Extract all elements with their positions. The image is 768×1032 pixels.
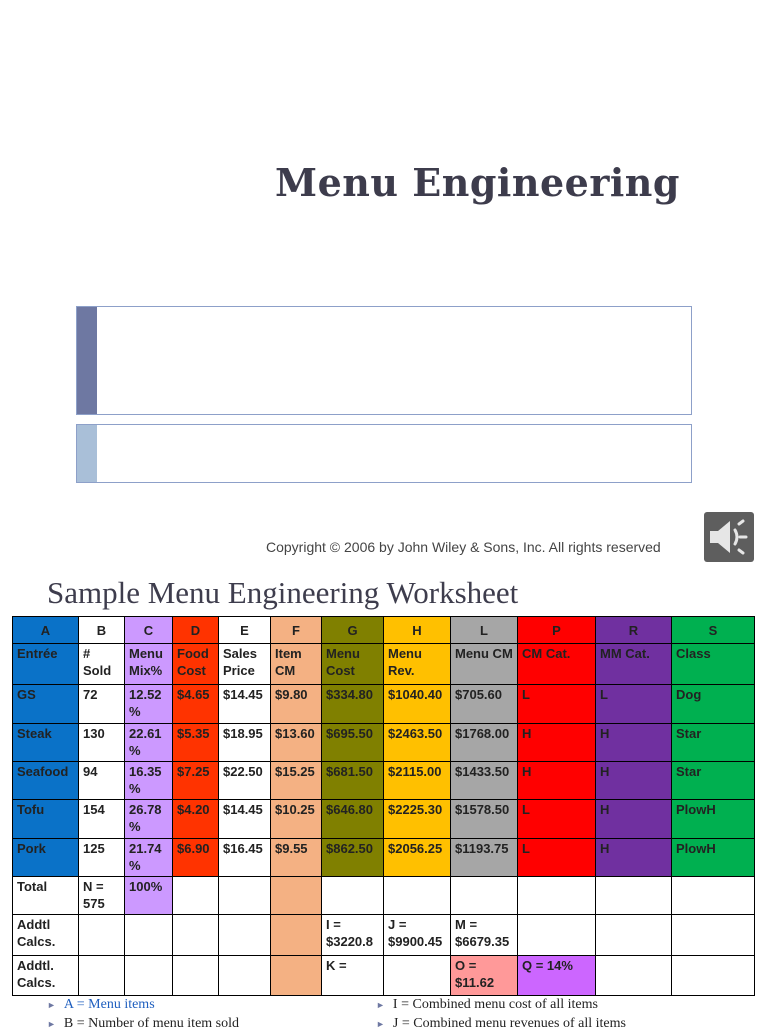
table-cell: $22.50 — [219, 762, 271, 800]
table-cell: $2115.00 — [384, 762, 451, 800]
note-item: ► A = Menu items — [47, 997, 155, 1012]
table-cell: H — [596, 800, 672, 839]
worksheet-title: Sample Menu Engineering Worksheet — [47, 575, 519, 610]
table-cell: I = $3220.8 — [322, 915, 384, 956]
table-cell: PlowH — [672, 839, 755, 877]
table-cell: $334.80 — [322, 685, 384, 724]
table-cell: $2225.30 — [384, 800, 451, 839]
table-cell: $1433.50 — [451, 762, 518, 800]
table-cell: Menu Cost — [322, 644, 384, 685]
table-cell: L — [451, 617, 518, 644]
table-cell: $14.45 — [219, 800, 271, 839]
table-cell: M = $6679.35 — [451, 915, 518, 956]
table-cell — [322, 877, 384, 915]
bullet-icon: ► — [376, 1019, 385, 1029]
table-cell: H — [518, 724, 596, 762]
table-cell: $1768.00 — [451, 724, 518, 762]
table-cell: $10.25 — [271, 800, 322, 839]
table-cell: 26.78 % — [125, 800, 173, 839]
table-cell: S — [672, 617, 755, 644]
notes-area — [0, 996, 768, 1031]
table-row — [13, 915, 755, 956]
table-cell: A — [13, 617, 79, 644]
table-cell: E — [219, 617, 271, 644]
table-cell: 125 — [79, 839, 125, 877]
table-cell — [672, 915, 755, 956]
table-cell — [219, 877, 271, 915]
table-cell — [79, 915, 125, 956]
table-cell: Addtl Calcs. — [13, 915, 79, 956]
table-cell: $18.95 — [219, 724, 271, 762]
table-cell: Pork — [13, 839, 79, 877]
table-cell: L — [518, 800, 596, 839]
table-cell: Q = 14% — [518, 956, 596, 996]
bullet-icon: ► — [47, 1019, 56, 1029]
table-cell: Star — [672, 724, 755, 762]
table-cell — [384, 956, 451, 996]
table-cell: L — [518, 685, 596, 724]
table-cell: Menu Rev. — [384, 644, 451, 685]
table-cell — [173, 915, 219, 956]
table-cell: # Sold — [79, 644, 125, 685]
table-cell: N = 575 — [79, 877, 125, 915]
note-item: ► B = Number of menu item sold — [47, 1016, 240, 1031]
content-panel-1 — [76, 306, 692, 415]
table-cell: Class — [672, 644, 755, 685]
table-cell: $681.50 — [322, 762, 384, 800]
table-cell: $1578.50 — [451, 800, 518, 839]
table-cell: $1193.75 — [451, 839, 518, 877]
note-item: ► I = Combined menu cost of all items — [376, 997, 598, 1012]
slide-title: Menu Engineering — [275, 160, 680, 205]
table-cell: $695.50 — [322, 724, 384, 762]
table-cell: H — [596, 724, 672, 762]
content-panel-2 — [76, 424, 692, 483]
table-cell: H — [596, 762, 672, 800]
table-cell: $9.55 — [271, 839, 322, 877]
table-cell: Menu CM — [451, 644, 518, 685]
table-cell — [125, 956, 173, 996]
table-cell: J = $9900.45 — [384, 915, 451, 956]
table-cell: $4.20 — [173, 800, 219, 839]
table-cell: $7.25 — [173, 762, 219, 800]
table-cell: $5.35 — [173, 724, 219, 762]
table-cell: Star — [672, 762, 755, 800]
table-cell: $646.80 — [322, 800, 384, 839]
table-cell: Item CM — [271, 644, 322, 685]
table-cell: $13.60 — [271, 724, 322, 762]
table-cell — [596, 915, 672, 956]
table-cell — [596, 877, 672, 915]
table-cell: 21.74 % — [125, 839, 173, 877]
table-cell: F — [271, 617, 322, 644]
table-cell: R — [596, 617, 672, 644]
table-cell — [125, 915, 173, 956]
table-cell: L — [518, 839, 596, 877]
table-row — [13, 839, 755, 877]
table-cell: Food Cost — [173, 644, 219, 685]
table-cell: Total — [13, 877, 79, 915]
table-row — [13, 800, 755, 839]
table-cell: Addtl. Calcs. — [13, 956, 79, 996]
table-cell: 100% — [125, 877, 173, 915]
bullet-icon: ► — [376, 1000, 385, 1010]
table-cell — [596, 956, 672, 996]
table-cell: L — [596, 685, 672, 724]
table-cell: Tofu — [13, 800, 79, 839]
table-cell: D — [173, 617, 219, 644]
table-cell: $14.45 — [219, 685, 271, 724]
table-cell: P — [518, 617, 596, 644]
table-cell: K = — [322, 956, 384, 996]
table-cell — [79, 956, 125, 996]
table-cell: 94 — [79, 762, 125, 800]
table-cell: $6.90 — [173, 839, 219, 877]
table-cell: 130 — [79, 724, 125, 762]
table-cell: 154 — [79, 800, 125, 839]
table-cell: $705.60 — [451, 685, 518, 724]
table-cell — [672, 877, 755, 915]
table-cell: $15.25 — [271, 762, 322, 800]
speaker-icon[interactable] — [704, 512, 754, 562]
table-row — [13, 762, 755, 800]
table-cell: $1040.40 — [384, 685, 451, 724]
menu-engineering-table — [12, 616, 755, 996]
table-cell: H — [596, 839, 672, 877]
table-cell: $2056.25 — [384, 839, 451, 877]
table-row — [13, 956, 755, 996]
table-cell: $862.50 — [322, 839, 384, 877]
table-cell — [219, 956, 271, 996]
table-cell — [518, 877, 596, 915]
table-cell: $4.65 — [173, 685, 219, 724]
table-cell: 22.61 % — [125, 724, 173, 762]
table-cell: 16.35 % — [125, 762, 173, 800]
bullet-icon: ► — [47, 1000, 56, 1010]
table-header-row — [13, 617, 755, 644]
table-cell: G — [322, 617, 384, 644]
table-cell — [384, 877, 451, 915]
table-cell: Entrée — [13, 644, 79, 685]
table-cell — [173, 956, 219, 996]
table-cell — [271, 877, 322, 915]
table-cell — [173, 877, 219, 915]
table-cell: Seafood — [13, 762, 79, 800]
panel-accent-bar — [77, 425, 97, 482]
copyright-text: Copyright © 2006 by John Wiley & Sons, Inc. All rights reserved — [266, 539, 661, 555]
table-cell — [271, 915, 322, 956]
table-cell: PlowH — [672, 800, 755, 839]
table-cell: Menu Mix% — [125, 644, 173, 685]
table-cell: MM Cat. — [596, 644, 672, 685]
table-cell: GS — [13, 685, 79, 724]
table-cell: $2463.50 — [384, 724, 451, 762]
table-cell: H — [518, 762, 596, 800]
table-cell — [672, 956, 755, 996]
table-cell: 12.52 % — [125, 685, 173, 724]
table-cell: $16.45 — [219, 839, 271, 877]
table-row — [13, 724, 755, 762]
table-cell — [451, 877, 518, 915]
table-cell — [219, 915, 271, 956]
panel-accent-bar — [77, 307, 97, 414]
table-cell: 72 — [79, 685, 125, 724]
table-cell — [518, 915, 596, 956]
table-row — [13, 644, 755, 685]
table-cell: Sales Price — [219, 644, 271, 685]
table-cell — [271, 956, 322, 996]
table-cell: H — [384, 617, 451, 644]
table-cell: Steak — [13, 724, 79, 762]
table-cell: O = $11.62 — [451, 956, 518, 996]
table-cell: $9.80 — [271, 685, 322, 724]
table-row — [13, 685, 755, 724]
table-cell: B — [79, 617, 125, 644]
table-cell: C — [125, 617, 173, 644]
note-item: ► J = Combined menu revenues of all items — [376, 1016, 626, 1031]
table-cell: Dog — [672, 685, 755, 724]
table-row — [13, 877, 755, 915]
table-cell: CM Cat. — [518, 644, 596, 685]
